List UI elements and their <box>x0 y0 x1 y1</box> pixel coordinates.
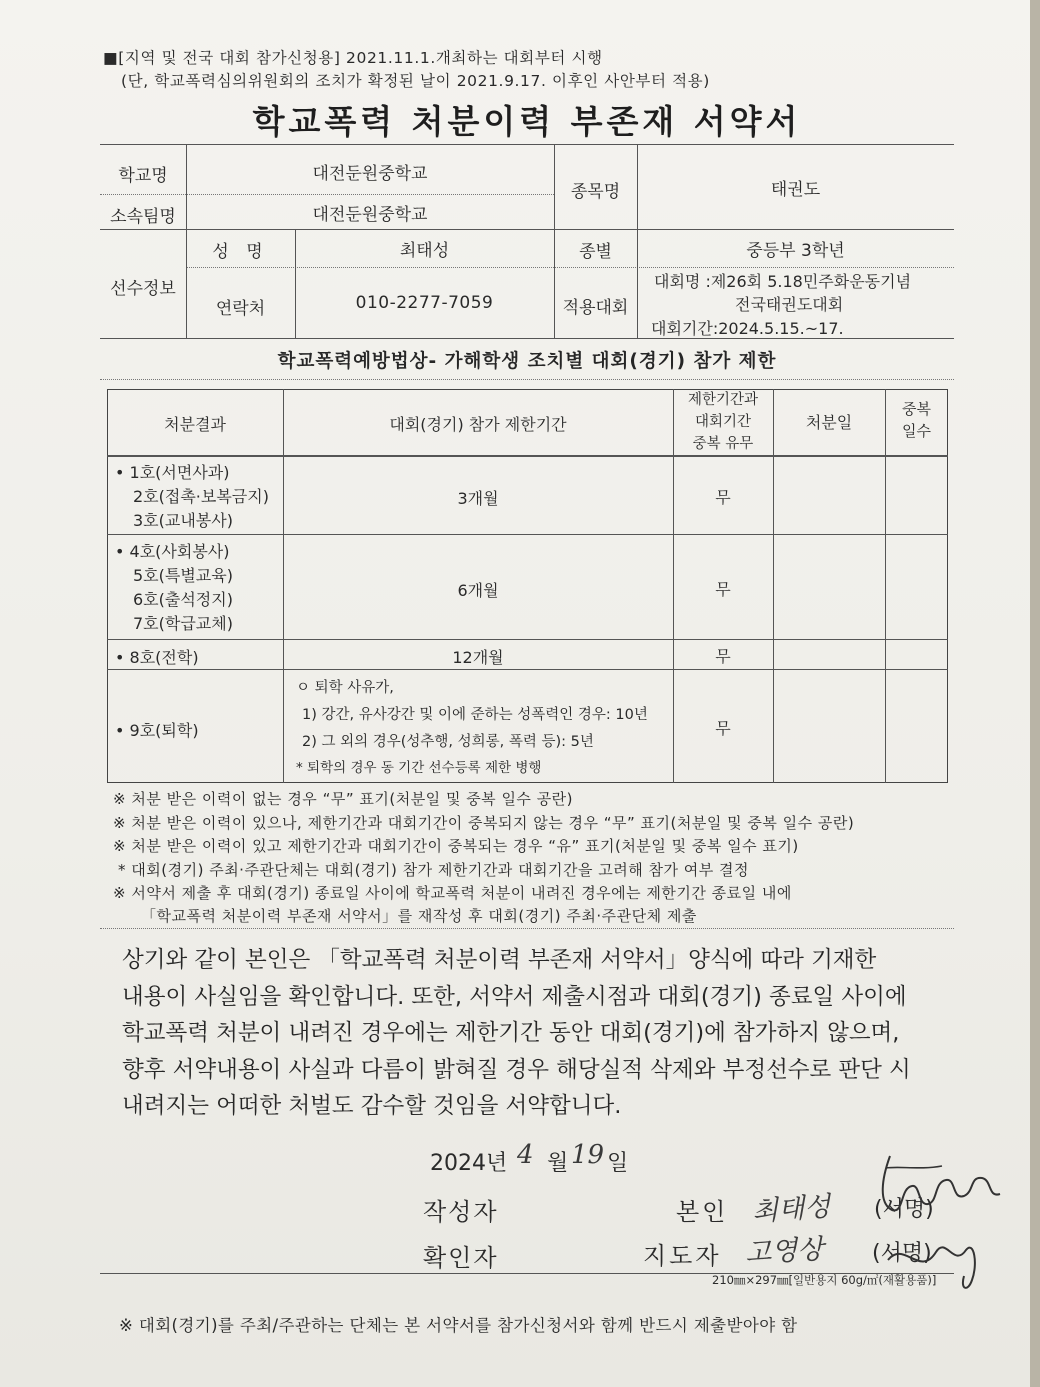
coach-label: 지도자 <box>643 1242 722 1270</box>
notice-line-2: (단, 학교폭력심의위원회의 조치가 확정된 날이 2021.9.17. 이후인 사안부터 적용) <box>121 72 710 90</box>
page-title: 학교폭력 처분이력 부존재 서약서 <box>252 102 802 141</box>
section-title: 학교폭력예방법상- 가해학생 조치별 대회(경기) 참가 제한 <box>277 351 777 372</box>
table-row-divider <box>107 534 948 535</box>
date-year: 2024년 <box>430 1151 508 1176</box>
note-1: ※ 처분 받은 이력이 없는 경우 “무” 표기(처분일 및 중복 일수 공란) <box>113 790 574 808</box>
date-month-unit: 월 <box>547 1151 569 1176</box>
coach-signature-scribble <box>880 1220 990 1300</box>
header-overlap: 제한기간과 대회기간 중복 유무 <box>687 392 759 452</box>
team-value: 대전둔원중학교 <box>312 205 428 225</box>
notes-divider <box>100 928 954 929</box>
note-2: ※ 처분 받은 이력이 있으나, 제한기간과 대회기간이 중복되지 않는 경우 “무” 표기(처분일 및 중복 일수 공란) <box>113 814 855 832</box>
sport-label: 종목명 <box>570 182 621 202</box>
info-divider <box>100 229 954 230</box>
table-row-2-period: 6개월 <box>457 581 499 600</box>
table-header-divider <box>107 455 948 457</box>
pledge-body: 상기와 같이 본인은 「학교폭력 처분이력 부존재 서약서」양식에 따라 기재한 내용이 사실임을 확인합니다. 또한, 서약서 제출시점과 대회(경기) 종료일 사이에 학교폭력 처분이 내려진 경우에는 제한기간 동안 대회(경기)에 참가하지 않으며, 향후 서약내용이 사실과 다름이 밝혀질 경우 해당실적 삭제와 부정선수로 판단 시 내려지는 어떠한 처벌도 감수할 것임을 서약합니다. <box>122 947 911 1119</box>
table-row-3-period: 12개월 <box>452 648 504 667</box>
table-divider <box>885 389 886 783</box>
header-sanction-result: 처분결과 <box>164 415 226 434</box>
page-edge <box>1030 0 1040 1387</box>
category-label: 종별 <box>579 242 612 262</box>
school-label: 학교명 <box>118 166 168 186</box>
table-row-divider <box>107 669 948 670</box>
note-3: ※ 처분 받은 이력이 있고 제한기간과 대회기간이 중복되는 경우 “유” 표기(처분일 및 중복 일수 표기) <box>113 837 799 855</box>
footer-notice: ※ 대회(경기)를 주최/주관하는 단체는 본 서약서를 참가신청서와 함께 반드시 제출받아야 함 <box>119 1316 798 1335</box>
writer-label: 작성자 <box>423 1198 499 1226</box>
date-month-handwritten: 4 <box>517 1140 534 1170</box>
confirmer-label: 확인자 <box>423 1244 499 1272</box>
event-period: 대회기간:2024.5.15.~17. <box>651 319 844 338</box>
table-row-4-overlap: 무 <box>715 719 731 738</box>
table-row-4-period: ㅇ 퇴학 사유가, 1) 강간, 유사강간 및 이에 준하는 성폭력인 경우: 10년 2) 그 외의 경우(성추행, 성희롱, 폭력 등): 5년 * 퇴학의 경우 동 기간 선수등록 제한 병행 <box>296 680 648 776</box>
header-restriction-period: 대회(경기) 참가 제한기간 <box>389 415 567 434</box>
self-name-handwritten: 최태성 <box>751 1191 832 1228</box>
info-table-top-border <box>100 144 954 145</box>
coach-sign-label: (서명) <box>872 1241 932 1266</box>
table-row-3-items: • 8호(전학) <box>115 648 199 667</box>
table-row-2-overlap: 무 <box>715 580 731 599</box>
paper-spec: 210㎜×297㎜[일반용지 60g/㎡(재활용품)] <box>712 1273 937 1287</box>
contact-label: 연락처 <box>215 299 266 319</box>
coach-name-handwritten: 고영상 <box>744 1233 825 1270</box>
note-6: 「학교폭력 처분이력 부존재 서약서」를 재작성 후 대회(경기) 주최·주관단체 제출 <box>141 907 697 925</box>
category-value: 중등부 3학년 <box>746 241 845 261</box>
event-name-line-2: 전국태권도대회 <box>735 295 844 314</box>
info-divider <box>186 267 954 268</box>
table-row-1-overlap: 무 <box>715 488 731 507</box>
self-sign-label: (서명) <box>874 1197 934 1222</box>
note-5: ※ 서약서 제출 후 대회(경기) 종료일 사이에 학교폭력 처분이 내려진 경우에는 제한기간 종료일 내에 <box>113 884 792 902</box>
note-4: * 대회(경기) 주최·주관단체는 대회(경기) 참가 제한기간과 대회기간을 고려해 참가 여부 결정 <box>118 861 750 879</box>
contact-value: 010-2277-7059 <box>355 293 494 313</box>
table-row-1-items: • 1호(서면사과) 2호(접촉·보복금지) 3호(교내봉사) <box>115 463 269 530</box>
date-day-unit: 일 <box>607 1151 629 1176</box>
name-value: 최태성 <box>399 241 450 261</box>
notice-line-1: ■[지역 및 전국 대회 참가신청용] 2021.11.1.개최하는 대회부터 시행 <box>103 49 603 67</box>
date-day-handwritten: 19 <box>571 1140 605 1170</box>
self-label: 본인 <box>676 1198 729 1226</box>
table-divider <box>773 389 774 783</box>
school-value: 대전둔원중학교 <box>312 164 428 184</box>
event-label: 적용대회 <box>562 298 629 318</box>
table-row-divider <box>107 639 948 640</box>
section-divider <box>100 379 954 380</box>
header-sanction-date: 처분일 <box>805 413 853 432</box>
table-row-2-items: • 4호(사회봉사) 5호(특별교육) 6호(출석정지) 7호(학급교체) <box>115 542 233 633</box>
table-row-3-overlap: 무 <box>715 647 731 666</box>
table-row-4-items: • 9호(퇴학) <box>115 721 199 740</box>
player-info-label: 선수정보 <box>110 279 176 299</box>
event-name-line-1: 대회명 :제26회 5.18민주화운동기념 <box>654 272 912 291</box>
header-overlap-days: 중복 일수 <box>902 400 931 440</box>
table-row-1-period: 3개월 <box>457 489 499 508</box>
info-divider <box>100 194 554 195</box>
team-label: 소속팀명 <box>110 207 176 227</box>
sport-value: 태권도 <box>770 180 821 200</box>
name-label: 성 명 <box>212 242 269 262</box>
